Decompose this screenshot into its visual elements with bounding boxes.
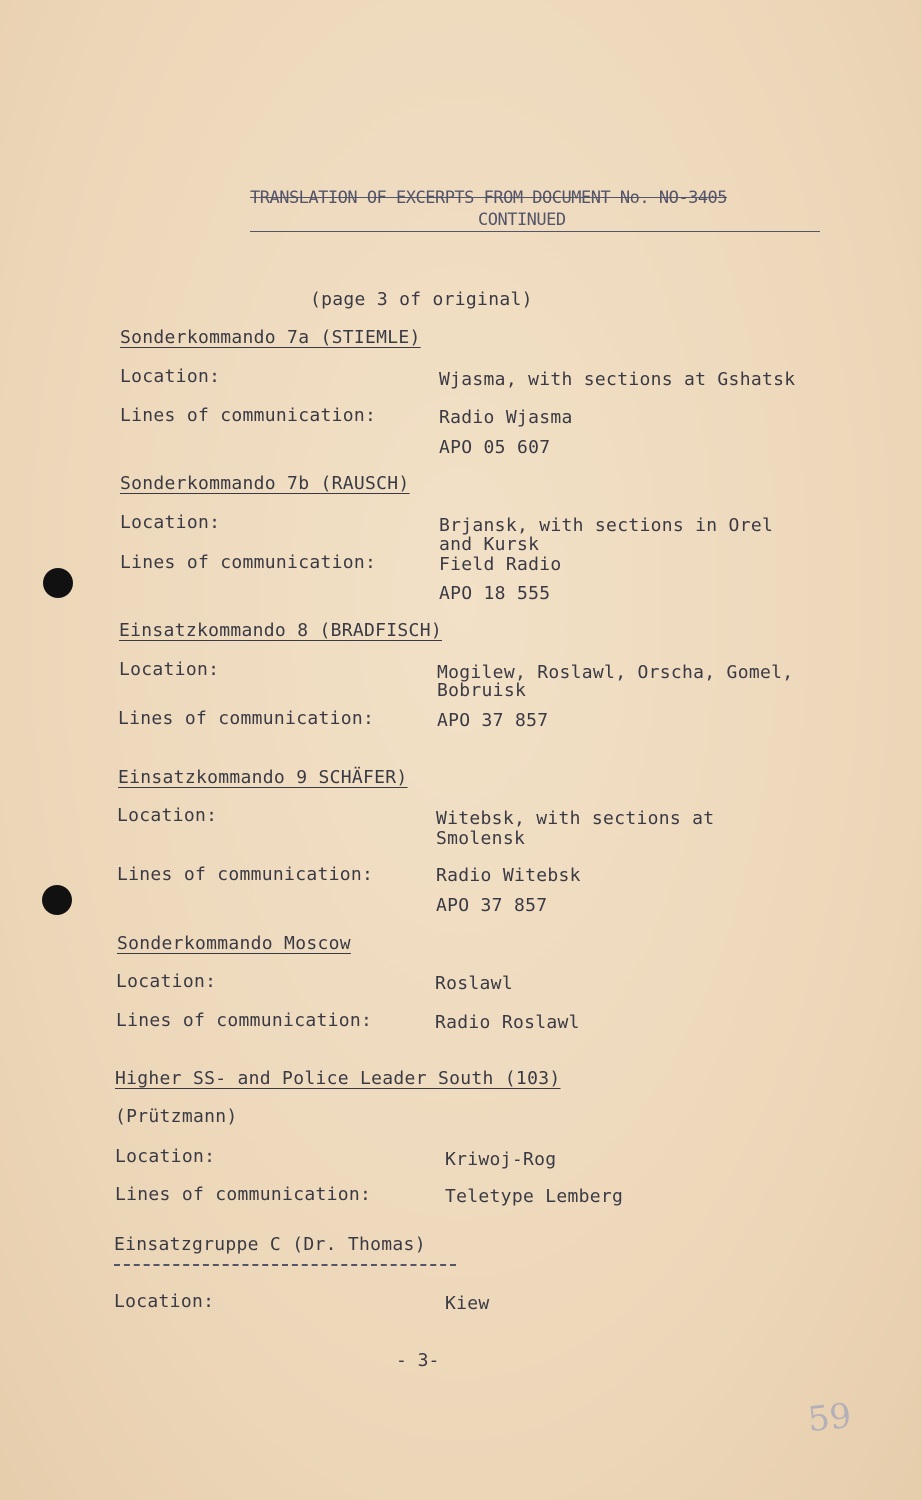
punch-hole [43,568,73,598]
communication-value: APO 18 555 [439,583,551,604]
location-value: Bobruisk [437,680,527,701]
communication-value: Radio Roslawl [435,1012,580,1033]
unit-heading: Sonderkommando 7a (STIEMLE) [120,327,421,348]
document-subtitle: CONTINUED [478,210,566,230]
header-rule [250,231,820,232]
location-label: Location: [119,659,220,680]
location-value: Roslawl [435,973,513,994]
communication-value: APO 05 607 [439,437,551,458]
communication-value: Teletype Lemberg [445,1186,624,1207]
location-label: Location: [114,1291,215,1312]
document-title: TRANSLATION OF EXCERPTS FROM DOCUMENT No. NO-3405 [250,188,728,208]
communication-value: APO 37 857 [436,895,548,916]
communication-value: Radio Witebsk [436,865,581,886]
communication-label: Lines of communication: [118,708,375,729]
location-value: Witebsk, with sections at [436,808,715,829]
communication-value: Radio Wjasma [439,407,573,428]
location-label: Location: [120,512,221,533]
location-label: Location: [120,366,221,387]
location-value: and Kursk [439,534,540,555]
unit-heading: Higher SS- and Police Leader South (103) [115,1068,561,1089]
communication-label: Lines of communication: [120,552,377,573]
location-value: Wjasma, with sections at Gshatsk [439,369,796,390]
location-label: Location: [116,971,217,992]
communication-value: Field Radio [439,554,562,575]
communication-label: Lines of communication: [116,1010,373,1031]
location-value: Kiew [445,1293,490,1314]
stamp-number: 59 [806,1395,854,1441]
location-value: Brjansk, with sections in Orel [439,515,774,536]
punch-hole [42,885,72,915]
unit-heading: Einsatzkommando 8 (BRADFISCH) [119,620,442,641]
unit-heading: Einsatzgruppe C (Dr. Thomas) [114,1234,426,1255]
communication-label: Lines of communication: [115,1184,372,1205]
page-number: - 3- [396,1350,440,1371]
unit-note: (Prützmann) [115,1106,238,1127]
communication-label: Lines of communication: [120,405,377,426]
location-value: Mogilew, Roslawl, Orscha, Gomel, [437,662,794,683]
dashed-underline [114,1264,456,1266]
location-label: Location: [117,805,218,826]
page-reference: (page 3 of original) [310,289,533,310]
unit-heading: Sonderkommando 7b (RAUSCH) [120,473,410,494]
communication-value: APO 37 857 [437,710,549,731]
location-value: Smolensk [436,828,526,849]
location-value: Kriwoj-Rog [445,1149,557,1170]
unit-heading: Sonderkommando Moscow [117,933,351,954]
communication-label: Lines of communication: [117,864,374,885]
unit-heading: Einsatzkommando 9 SCHÄFER) [118,767,408,788]
location-label: Location: [115,1146,216,1167]
